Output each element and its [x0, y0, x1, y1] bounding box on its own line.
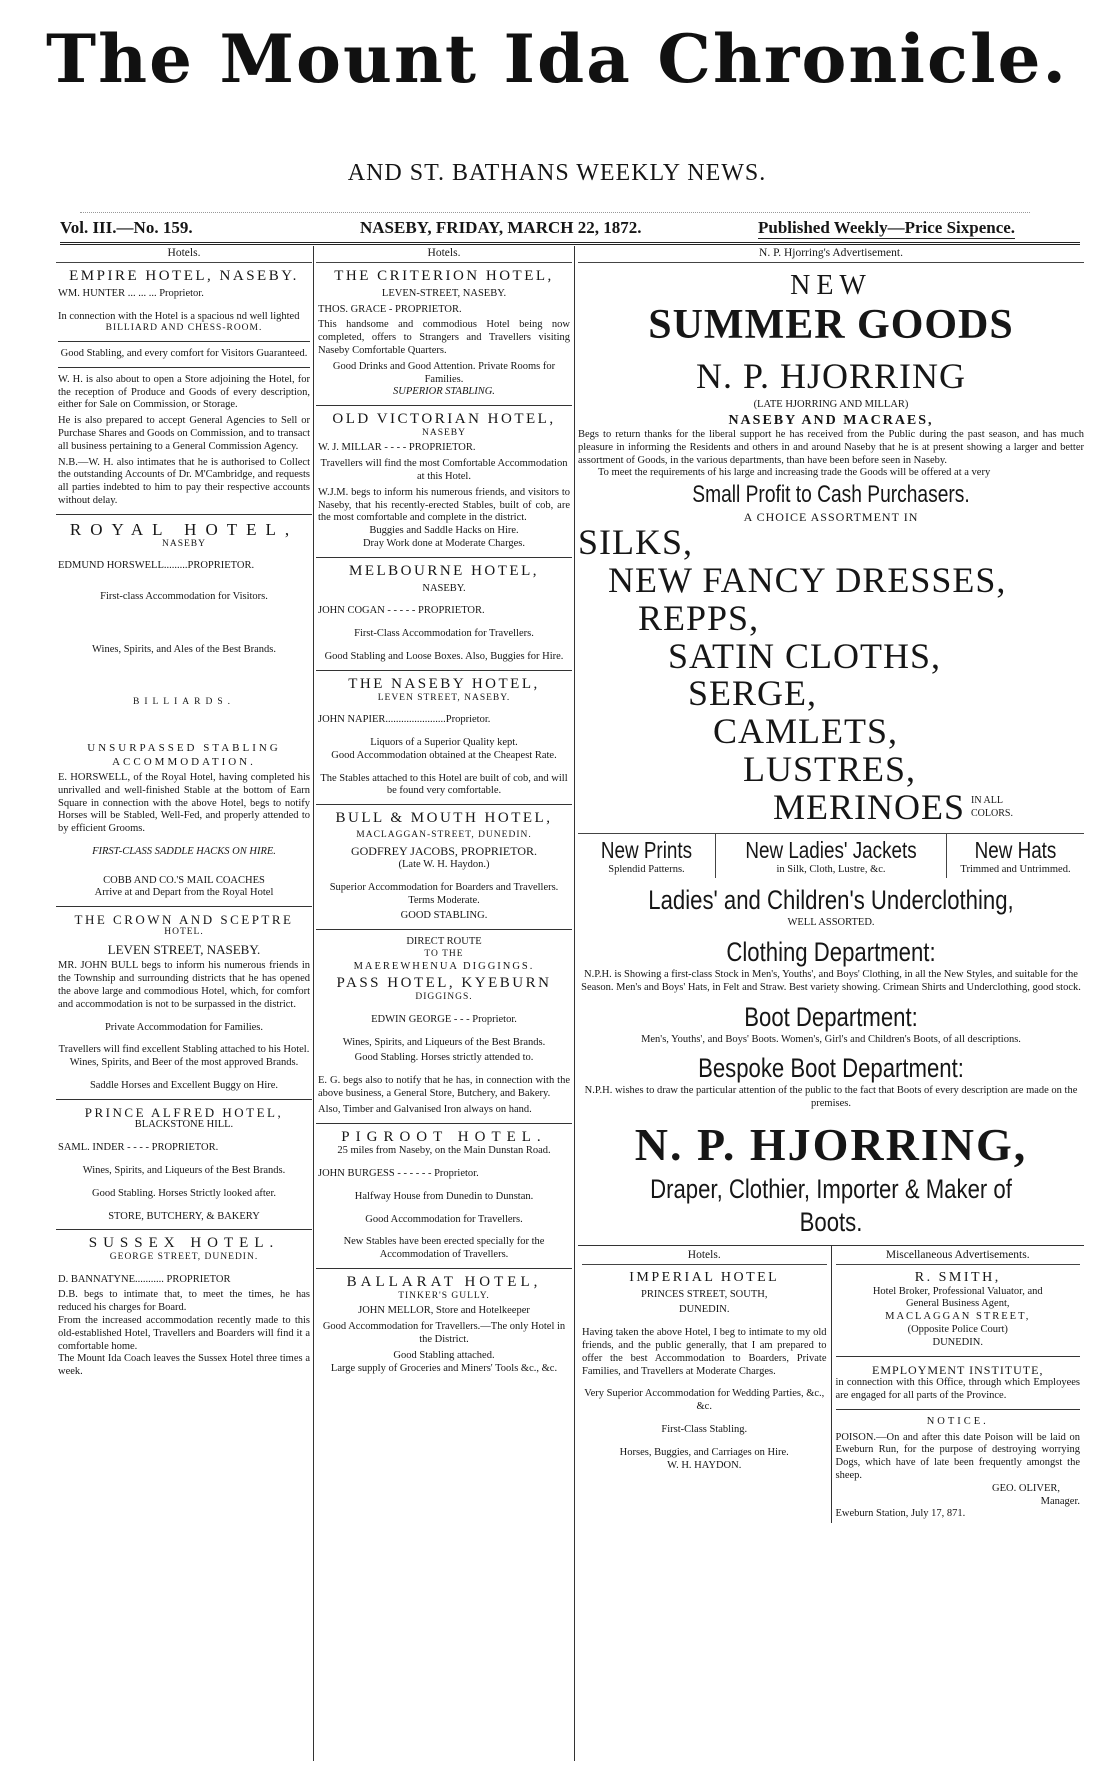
ad-empire-hotel	[56, 269, 312, 508]
ad-place: NASEBY.	[422, 582, 466, 594]
fabric-item: MERINOES	[773, 786, 966, 827]
ad-text: Also, Timber and Galvanised Iron always on hand.	[318, 1103, 532, 1115]
ad-text: D.B. begs to intimate that, to meet the times, he has reduced his charges for Board.	[58, 1289, 310, 1314]
ad-proprietor: GODFREY JACOBS, PROPRIETOR.	[350, 844, 538, 859]
ad-text: DIRECT ROUTE	[406, 936, 482, 948]
column-1	[56, 246, 312, 1761]
ad-text: Good Stabling and Loose Boxes. Also, Buggies for Hire.	[324, 650, 564, 662]
column-2	[316, 246, 572, 1761]
divider	[56, 1229, 312, 1230]
ad-title: BALLARAT HOTEL,	[346, 1274, 542, 1291]
ad-place: NASEBY	[421, 427, 466, 438]
ad-all-colors: IN ALL COLORS.	[971, 795, 1013, 819]
header-rule	[60, 242, 1080, 245]
ad-subtitle: HOTEL.	[164, 926, 204, 937]
ad-text: Horses, Buggies, and Carriages on Hire.	[619, 1446, 789, 1458]
ad-text: TO THE	[424, 949, 464, 960]
divider	[316, 405, 572, 406]
new-prints	[578, 834, 715, 879]
ad-text: Wines, Spirits, and Liqueurs of the Best Brands.	[82, 1164, 286, 1176]
ad-text: Begs to return thanks for the liberal support he has received from the Public during the past season, and has much pleasure in informing the Residents and others in and around Naseby that he is at present showing a larger and better assortment of Goods, in the various departments, than have been before seen in Naseby.	[578, 429, 1084, 466]
ad-ballarat-hotel	[316, 1275, 572, 1375]
ad-pass-hotel	[316, 936, 572, 1116]
ad-text: N.B.—W. H. also intimates that he is authorised to Collect the outstanding Accounts of Dr. M'Cambridge, and requests all parties indebted to him to pay their respective accounts without delay.	[58, 456, 310, 506]
ad-text: MAEREWHENUA DIGGINGS.	[353, 960, 535, 972]
ad-proprietor: W. J. MILLAR - - - - PROPRIETOR.	[318, 442, 476, 454]
column-header: Miscellaneous Advertisements.	[836, 1248, 1081, 1265]
ad-proprietor: THOS. GRACE - PROPRIETOR.	[318, 303, 462, 315]
ad-text: Good Drinks and Good Attention. Private Rooms for Families.	[332, 360, 556, 385]
ad-text: Good Accommodation obtained at the Cheapest Rate.	[331, 749, 557, 761]
ad-text: (Late W. H. Haydon.)	[398, 859, 490, 871]
fabric-item: SATIN CLOTHS,	[668, 635, 942, 676]
ad-text: (Opposite Police Court)	[907, 1323, 1008, 1335]
fabric-item: SERGE,	[688, 673, 818, 714]
divider	[58, 341, 310, 342]
ad-criterion-hotel	[316, 269, 572, 399]
ad-text: Men's, Youths', and Boys' Boots. Women's, Girl's and Children's Boots, of all descriptions.	[641, 1033, 1021, 1045]
ad-sussex-hotel	[56, 1236, 312, 1379]
divider	[836, 1409, 1081, 1410]
issue-line	[60, 218, 1080, 242]
ad-text: E. HORSWELL, of the Royal Hotel, having completed his unrivalled and well-finished Stable at the bottom of Earn Square in connection with the above Hotel, begs to notify Horses will be Stabled, Well-Fed, and properly attended to by efficient Grooms.	[58, 771, 310, 835]
ad-small-profit: Small Profit to Cash Purchasers.	[692, 481, 970, 509]
ad-title: PASS HOTEL, KYEBURN	[336, 975, 552, 992]
ad-text: COBB AND CO.'S MAIL COACHES	[103, 874, 265, 886]
ad-street: PRINCES STREET, SOUTH,	[641, 1288, 768, 1300]
ad-clothing-department: Clothing Department:	[726, 937, 936, 968]
ad-text: Dray Work done at Moderate Charges.	[362, 538, 526, 550]
ad-text: Good Accommodation for Travellers.	[365, 1213, 523, 1225]
divider	[316, 929, 572, 930]
ad-proprietor: JOHN MELLOR, Store and Hotelkeeper	[358, 1305, 530, 1317]
ad-signature: W. H. HAYDON.	[667, 1459, 742, 1471]
ad-text: GOOD STABLING.	[400, 910, 488, 922]
ad-text: New Stables have been erected specially for the Accommodation of Travellers.	[343, 1236, 545, 1261]
fabric-list	[578, 524, 1084, 826]
ad-text: N.P.H. is Showing a first-class Stock in Men's, Youths', and Boys' Clothing, in all the New Styles, and suitable for the Season. Men's and Boys' Hats, in Felt and Straw. Best variety showing. Crimean Shirts and Underclothing, good stock.	[581, 969, 1081, 993]
ad-city: DUNEDIN.	[679, 1304, 730, 1316]
ad-text: FIRST-CLASS SADDLE HACKS ON HIRE.	[92, 845, 276, 857]
ad-text: Eweburn Station, July 17, 871.	[835, 1508, 966, 1520]
fabric-item: NEW FANCY DRESSES,	[608, 559, 1007, 600]
ad-text: Saddle Horses and Excellent Buggy on Hire.	[89, 1079, 279, 1091]
ad-choice-assortment: A CHOICE ASSORTMENT IN	[743, 509, 919, 524]
ad-text: POISON.—On and after this date Poison will be laid on Eweburn Run, for the purpose of destroying worrying Dogs, which have of late been frequently amongst the sheep.	[835, 1431, 1080, 1481]
ad-bespoke-boot-department: Bespoke Boot Department:	[698, 1053, 964, 1084]
issue-date: NASEBY, FRIDAY, MARCH 22, 1872.	[360, 218, 642, 237]
ad-royal-hotel	[56, 521, 312, 901]
ad-street: MACLAGGAN-STREET, DUNEDIN.	[356, 829, 532, 840]
ad-text: In connection with the Hotel is a spacious nd well lighted	[58, 310, 300, 322]
ad-text: Manager.	[1040, 1495, 1080, 1507]
ad-text: Large supply of Groceries and Miners' Tools &c., &c.	[330, 1362, 558, 1374]
ad-new-heading: NEW	[790, 270, 872, 302]
ad-melbourne-hotel	[316, 564, 572, 664]
ad-text: W. H. is also about to open a Store adjoining the Hotel, for the reception of Produce and Goods of every description, either for Sale on Commission, or Storage.	[58, 373, 310, 411]
ad-text: Halfway House from Dunedin to Dunstan.	[354, 1190, 534, 1202]
ad-text: Travellers will find the most Comfortable Accommodation at this Hotel.	[320, 458, 568, 483]
ad-prince-alfred-hotel	[56, 1106, 312, 1224]
ad-text: Hotel Broker, Professional Valuator, and	[872, 1285, 1043, 1297]
ad-text: in connection with this Office, through which Employees are engaged for all parts of the Province.	[835, 1377, 1080, 1401]
ad-text: First-Class Stabling.	[661, 1423, 748, 1435]
ad-text: Private Accommodation for Families.	[104, 1021, 264, 1033]
issue-volume: Vol. III.—No. 159.	[60, 218, 193, 237]
ad-text: The Stables attached to this Hotel are built of cob, and will be found very comfortable.	[320, 772, 568, 797]
ad-title: IMPERIAL HOTEL	[629, 1269, 780, 1285]
ad-signature: GEO. OLIVER,	[992, 1482, 1060, 1494]
ad-text: Good Stabling. Horses Strictly looked after.	[91, 1187, 277, 1199]
divider	[836, 1356, 1081, 1357]
new-arrivals-row	[578, 833, 1084, 879]
ad-heading: New Prints	[600, 836, 693, 863]
new-ladies-jackets	[715, 834, 947, 879]
ad-text: Having taken the above Hotel, I beg to intimate to my old friends, and the public generally, that I am prepared to offer the best Accommodation to Boarders, Private Families, and Travellers at Moderate Charges.	[582, 1327, 827, 1377]
ad-summer-goods: SUMMER GOODS	[648, 302, 1014, 349]
fabric-item: SILKS,	[578, 522, 694, 563]
column-header: Hotels.	[582, 1248, 827, 1265]
ad-bigname: N. P. HJORRING,	[634, 1118, 1028, 1170]
ad-title: PIGROOT HOTEL.	[341, 1128, 547, 1145]
ad-title: ROYAL HOTEL,	[69, 519, 299, 539]
ad-subtitle: DIGGINGS.	[415, 992, 473, 1003]
ad-text: N.P.H. wishes to draw the particular attention of the public to the fact that Boots of every description are made on the premises.	[584, 1085, 1078, 1110]
ad-proprietor: WM. HUNTER ... ... ... Proprietor.	[58, 287, 204, 299]
ad-text: 25 miles from Naseby, on the Main Dunstan Road.	[337, 1145, 551, 1157]
ad-street: LEVEN-STREET, NASEBY.	[381, 287, 507, 299]
masthead-title: The Mount Ida Chronicle.	[45, 20, 1068, 98]
column-divider	[313, 246, 314, 1761]
ad-proprietor: SAML. INDER - - - - PROPRIETOR.	[58, 1142, 219, 1154]
divider	[56, 906, 312, 907]
ad-text: Very Superior Accommodation for Wedding Parties, &c., &c.	[584, 1388, 825, 1413]
ad-text: Trimmed and Untrimmed.	[960, 863, 1071, 875]
ad-title: NOTICE.	[926, 1415, 989, 1427]
issue-price: Published Weekly—Price Sixpence.	[758, 218, 1016, 237]
ad-text: SUPERIOR STABLING.	[393, 386, 495, 398]
ad-title: R. SMITH,	[914, 1269, 1001, 1285]
ad-bull-mouth-hotel	[316, 811, 572, 923]
ad-title: THE CROWN AND SCEPTRE	[74, 912, 294, 928]
ad-text: UNSURPASSED STABLING ACCOMMODATION.	[87, 742, 281, 768]
ad-old-victorian-hotel	[316, 412, 572, 551]
ad-text: Liquors of a Superior Quality kept.	[370, 736, 518, 748]
column-divider	[574, 246, 575, 1761]
ad-late-name: (LATE HJORRING AND MILLAR)	[753, 399, 909, 411]
ad-title: EMPLOYMENT INSTITUTE,	[872, 1362, 1044, 1377]
ad-proprietor: JOHN NAPIER.......................Proprietor.	[318, 714, 491, 726]
column-header: Hotels.	[56, 246, 312, 263]
ad-tagline: Draper, Clothier, Importer & Maker of Boots.	[650, 1173, 1012, 1237]
ad-text: To meet the requirements of his large and increasing trade the Goods will be offered at a very	[598, 467, 991, 479]
ad-text: First-Class Accommodation for Travellers.	[354, 628, 534, 640]
masthead-subtitle: AND ST. BATHANS WEEKLY NEWS.	[347, 160, 767, 186]
ad-text: WELL ASSORTED.	[787, 917, 875, 929]
ad-place: NASEBY AND MACRAES,	[728, 412, 934, 428]
ad-title: EMPIRE HOTEL, NASEBY.	[69, 268, 299, 285]
ad-text: The Mount Ida Coach leaves the Sussex Hotel three times a week.	[58, 1353, 310, 1378]
ad-text: Wines, Spirits, and Ales of the Best Brands.	[92, 643, 276, 655]
ad-proprietor: D. BANNATYNE........... PROPRIETOR	[58, 1273, 231, 1285]
ad-text: DUNEDIN.	[932, 1336, 983, 1348]
ad-heading: New Hats	[974, 836, 1057, 863]
ad-imperial-hotel	[578, 1246, 832, 1523]
ad-crown-sceptre-hotel	[56, 913, 312, 1092]
ad-text: Travellers will find excellent Stabling attached to his Hotel.	[58, 1044, 310, 1056]
divider	[316, 557, 572, 558]
ad-miscellaneous	[832, 1246, 1085, 1523]
ad-text: Buggies and Saddle Hacks on Hire.	[369, 525, 519, 537]
ad-text: Good Stabling attached.	[393, 1349, 495, 1361]
ad-title: THE NASEBY HOTEL,	[348, 675, 540, 692]
ad-text: Good Stabling, and every comfort for Visitors Guaranteed.	[60, 347, 308, 359]
ad-text: Arrive at and Depart from the Royal Hotel	[94, 887, 274, 899]
divider	[316, 804, 572, 805]
ad-boot-department: Boot Department:	[744, 1001, 918, 1032]
ad-proprietor: EDMUND HORSWELL.........PROPRIETOR.	[58, 560, 255, 572]
ad-text: BILLIARDS.	[133, 696, 235, 707]
divider	[58, 367, 310, 368]
masthead-dotted-rule	[80, 212, 1030, 213]
divider	[316, 1123, 572, 1124]
ad-text: From the increased accommodation recently made to this old-established Hotel, Travellers and Boarders will find it a comfortable home.	[58, 1315, 310, 1352]
ad-title: THE CRITERION HOTEL,	[334, 268, 554, 285]
new-hats	[947, 834, 1084, 879]
ad-title: SUSSEX HOTEL.	[88, 1235, 280, 1252]
fabric-item: LUSTRES,	[743, 748, 917, 789]
ad-text: STORE, BUTCHERY, & BAKERY	[108, 1210, 260, 1222]
fabric-item: REPPS,	[638, 597, 760, 638]
ad-heading: New Ladies' Jackets	[745, 836, 917, 863]
ad-proprietor: JOHN COGAN - - - - - PROPRIETOR.	[318, 605, 485, 617]
ad-text: Superior Accommodation for Boarders and Travellers. Terms Moderate.	[329, 881, 559, 906]
ad-text: This handsome and commodious Hotel being now completed, offers to Strangers and Travellers visiting Naseby Comfortable Quarters.	[318, 319, 570, 356]
ad-place: BLACKSTONE HILL.	[134, 1119, 234, 1131]
ad-place: TINKER'S GULLY.	[398, 1290, 490, 1301]
divider	[56, 1099, 312, 1100]
ad-text: Wines, Spirits, and Beer of the most approved Brands.	[69, 1057, 299, 1069]
ad-text: First-class Accommodation for Visitors.	[100, 590, 268, 602]
ad-proprietor: EDWIN GEORGE - - - Proprietor.	[371, 1013, 517, 1025]
ad-text: Good Accommodation for Travellers.—The only Hotel in the District.	[322, 1321, 566, 1345]
ad-title: PRINCE ALFRED HOTEL,	[84, 1104, 284, 1120]
ad-text: Good Stabling. Horses strictly attended to.	[354, 1052, 534, 1064]
fabric-row-merinoes	[578, 786, 1084, 827]
bottom-ads-row	[578, 1245, 1084, 1523]
ad-text: General Business Agent,	[905, 1298, 1010, 1310]
ad-text: in Silk, Cloth, Lustre, &c.	[776, 863, 886, 875]
ad-title: BULL & MOUTH HOTEL,	[335, 810, 553, 827]
ad-text: BILLIARD AND CHESS-ROOM.	[105, 323, 263, 334]
divider	[56, 514, 312, 515]
ad-street: LEVEN STREET, NASEBY.	[107, 941, 261, 957]
ad-text: MACLAGGAN STREET,	[885, 1311, 1031, 1323]
ad-text: W.J.M. begs to inform his numerous friends, and visitors to Naseby, that his recently-erected Stables, built of cob, are the most comfortable and complete in the district.	[318, 486, 570, 524]
column-header: N. P. Hjorring's Advertisement.	[578, 246, 1084, 263]
column-header: Hotels.	[316, 246, 572, 263]
ad-street: GEORGE STREET, DUNEDIN.	[109, 1252, 259, 1263]
divider	[316, 1268, 572, 1269]
ad-text: He is also prepared to accept General Agencies to Sell or Purchase Shares and Goods on Commission, and to transact all business pertaining to a General Commission Agency.	[58, 415, 310, 452]
ad-text: MR. JOHN BULL begs to inform his numerous friends in the Township and surrounding districts that he has opened the above large and commodious Hotel, which, for comfort and accommodation is not to be surpassed in the district.	[58, 960, 310, 1010]
divider	[316, 670, 572, 671]
ad-text: Wines, Spirits, and Liqueurs of the Best Brands.	[342, 1036, 546, 1048]
ad-naseby-hotel	[316, 677, 572, 798]
ad-proprietor: JOHN BURGESS - - - - - - Proprietor.	[318, 1168, 479, 1180]
ad-merchant-name: N. P. HJORRING	[695, 356, 967, 397]
ad-text: Splendid Patterns.	[608, 863, 685, 875]
ad-title: OLD VICTORIAN HOTEL,	[332, 411, 556, 428]
ad-title: MELBOURNE HOTEL,	[349, 562, 539, 579]
column-3-hjorring-advertisement	[578, 246, 1084, 1761]
ad-place: NASEBY	[161, 538, 206, 549]
ad-text: E. G. begs also to notify that he has, in connection with the above business, a General Store, Butchery, and Bakery.	[318, 1075, 570, 1099]
ad-street: LEVEN STREET, NASEBY.	[377, 692, 511, 703]
ad-pigroot-hotel	[316, 1130, 572, 1263]
fabric-item: CAMLETS,	[713, 711, 899, 752]
ad-underclothing: Ladies' and Children's Underclothing,	[648, 885, 1014, 916]
